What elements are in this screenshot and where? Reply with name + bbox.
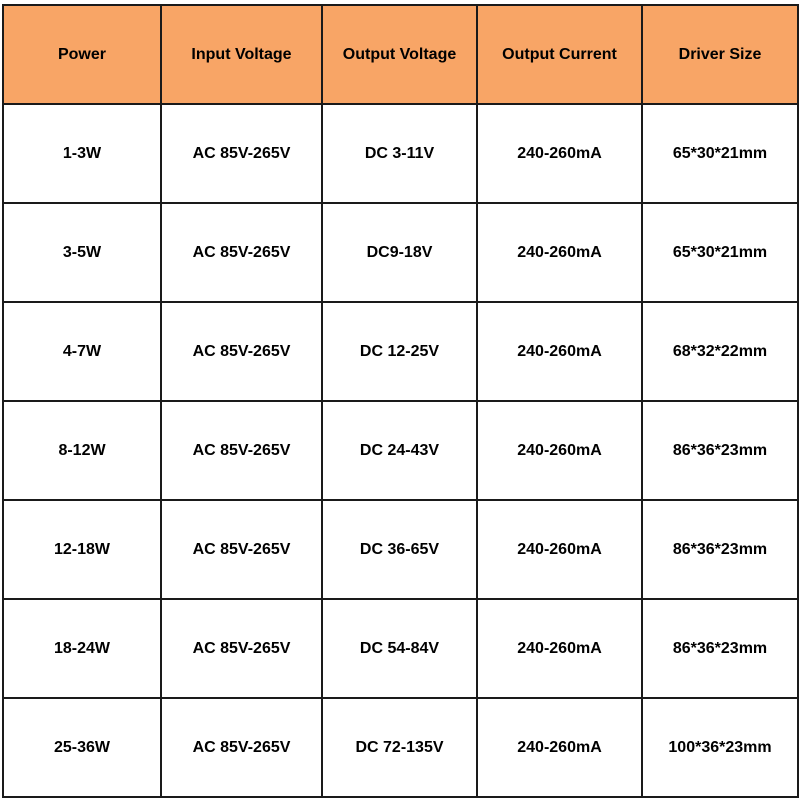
cell-power: 12-18W <box>3 500 161 599</box>
table-row <box>3 203 798 302</box>
cell-output-voltage: DC 3-11V <box>322 104 477 203</box>
cell-output-current: 240-260mA <box>477 500 642 599</box>
header-input-voltage: Input Voltage <box>161 5 322 104</box>
cell-driver-size: 86*36*23mm <box>642 401 798 500</box>
cell-driver-size: 86*36*23mm <box>642 500 798 599</box>
cell-input-voltage: AC 85V-265V <box>161 104 322 203</box>
cell-input-voltage: AC 85V-265V <box>161 401 322 500</box>
cell-input-voltage: AC 85V-265V <box>161 599 322 698</box>
cell-power: 4-7W <box>3 302 161 401</box>
table-row <box>3 500 798 599</box>
table-row <box>3 302 798 401</box>
cell-output-current: 240-260mA <box>477 104 642 203</box>
cell-power: 1-3W <box>3 104 161 203</box>
cell-input-voltage: AC 85V-265V <box>161 203 322 302</box>
cell-input-voltage: AC 85V-265V <box>161 302 322 401</box>
cell-output-voltage: DC 24-43V <box>322 401 477 500</box>
cell-output-current: 240-260mA <box>477 698 642 797</box>
cell-output-current: 240-260mA <box>477 401 642 500</box>
cell-output-current: 240-260mA <box>477 599 642 698</box>
cell-input-voltage: AC 85V-265V <box>161 698 322 797</box>
cell-power: 18-24W <box>3 599 161 698</box>
table-row <box>3 401 798 500</box>
table-row <box>3 599 798 698</box>
cell-output-voltage: DC 54-84V <box>322 599 477 698</box>
led-driver-spec-table <box>2 4 799 798</box>
table-header <box>3 5 798 104</box>
header-driver-size: Driver Size <box>642 5 798 104</box>
cell-input-voltage: AC 85V-265V <box>161 500 322 599</box>
cell-output-current: 240-260mA <box>477 203 642 302</box>
header-output-voltage: Output Voltage <box>322 5 477 104</box>
header-power: Power <box>3 5 161 104</box>
cell-driver-size: 65*30*21mm <box>642 104 798 203</box>
cell-power: 25-36W <box>3 698 161 797</box>
cell-driver-size: 86*36*23mm <box>642 599 798 698</box>
cell-power: 3-5W <box>3 203 161 302</box>
table-row <box>3 698 798 797</box>
cell-driver-size: 68*32*22mm <box>642 302 798 401</box>
cell-driver-size: 65*30*21mm <box>642 203 798 302</box>
cell-driver-size: 100*36*23mm <box>642 698 798 797</box>
cell-output-voltage: DC 72-135V <box>322 698 477 797</box>
cell-power: 8-12W <box>3 401 161 500</box>
cell-output-voltage: DC9-18V <box>322 203 477 302</box>
header-row <box>3 5 798 104</box>
table-row <box>3 104 798 203</box>
cell-output-voltage: DC 36-65V <box>322 500 477 599</box>
cell-output-voltage: DC 12-25V <box>322 302 477 401</box>
header-output-current: Output Current <box>477 5 642 104</box>
table-body <box>3 104 798 797</box>
cell-output-current: 240-260mA <box>477 302 642 401</box>
